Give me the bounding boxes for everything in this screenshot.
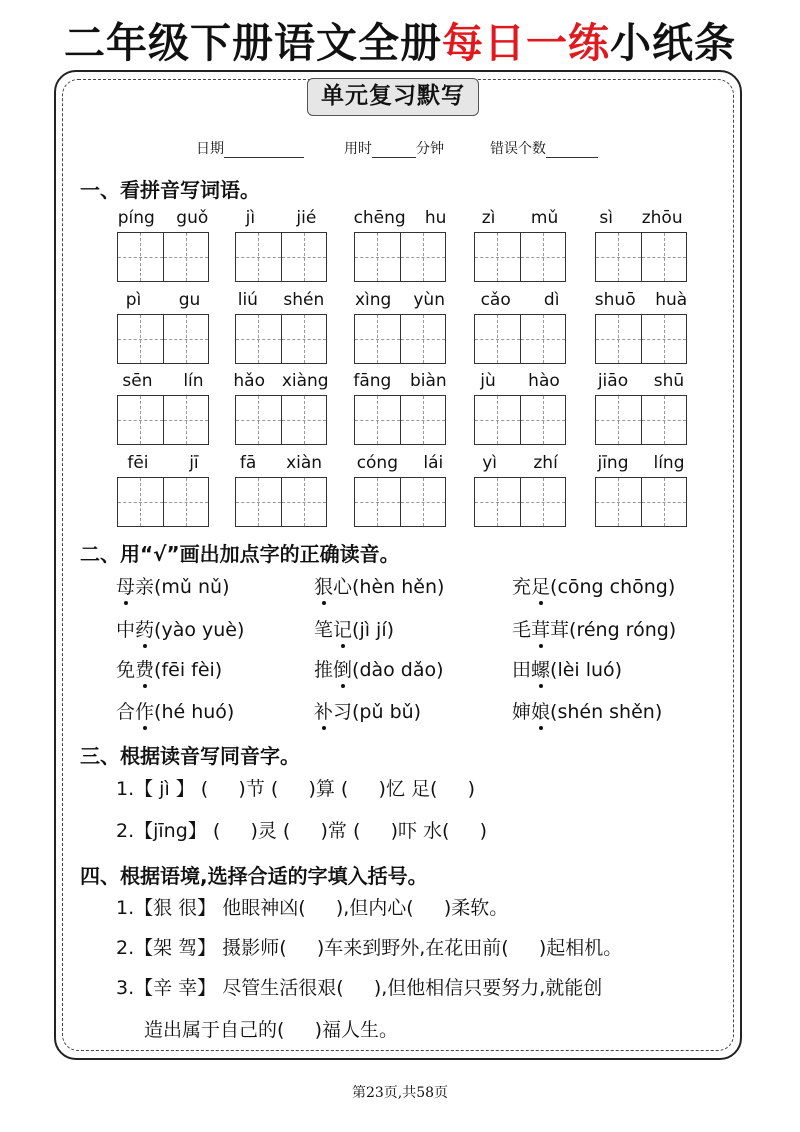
- pinyin-syllable: fāng: [353, 371, 392, 391]
- pinyin-label: [107, 453, 219, 473]
- writing-grid[interactable]: [354, 477, 446, 527]
- pronunciation-options[interactable]: (dào dǎo): [352, 659, 444, 681]
- cell-guide-horizontal: [118, 339, 163, 340]
- writing-grid[interactable]: [117, 232, 209, 282]
- character-cell[interactable]: [118, 396, 164, 444]
- pinyin-syllable: cǎo: [480, 290, 511, 310]
- error-blank[interactable]: [546, 143, 598, 158]
- pinyin-label: [585, 208, 697, 228]
- pinyin-syllable: cóng: [356, 453, 399, 473]
- pinyin-label: [464, 453, 576, 473]
- time-blank[interactable]: [372, 143, 416, 158]
- character-cell[interactable]: [596, 478, 642, 526]
- pinyin-syllable: huà: [655, 290, 688, 310]
- time-field[interactable]: [344, 138, 444, 158]
- section3-title: 三、根据读音写同音字。: [80, 744, 300, 768]
- cell-guide-horizontal: [596, 502, 641, 503]
- cell-guide-horizontal: [118, 502, 163, 503]
- character-cell[interactable]: [596, 315, 642, 363]
- pinyin-label: [585, 290, 697, 310]
- pronunciation-item[interactable]: [314, 615, 394, 642]
- dotted-character: 补: [314, 697, 333, 724]
- title-part2: 小纸条: [610, 19, 736, 67]
- time-label: 用时: [344, 141, 372, 157]
- pinyin-label: [464, 371, 576, 391]
- cell-guide-horizontal: [164, 502, 209, 503]
- character-cell[interactable]: [164, 396, 209, 444]
- writing-grid[interactable]: [117, 314, 209, 364]
- error-label: 错误个数: [490, 141, 546, 157]
- pinyin-syllable: jī: [189, 453, 199, 473]
- cell-guide-horizontal: [164, 420, 209, 421]
- character-cell[interactable]: [164, 233, 209, 281]
- pronunciation-options[interactable]: (hé huó): [154, 701, 235, 723]
- cell-guide-horizontal: [118, 257, 163, 258]
- cell-guide-horizontal: [236, 502, 281, 503]
- pinyin-syllable: sēn: [122, 371, 153, 391]
- character-cell[interactable]: [355, 478, 401, 526]
- pinyin-syllable: sì: [599, 208, 613, 228]
- writing-grid[interactable]: [595, 314, 687, 364]
- pinyin-syllable: lái: [423, 453, 444, 473]
- cell-guide-horizontal: [475, 257, 520, 258]
- pinyin-syllable: píng: [117, 208, 155, 228]
- pronunciation-item[interactable]: [512, 655, 622, 682]
- minute-label: 分钟: [416, 141, 444, 157]
- cell-guide-horizontal: [596, 339, 641, 340]
- cell-guide-horizontal: [355, 420, 400, 421]
- cell-guide-horizontal: [236, 257, 281, 258]
- pinyin-syllable: gu: [178, 290, 201, 310]
- writing-grid[interactable]: [235, 314, 327, 364]
- character-cell[interactable]: [596, 396, 642, 444]
- pronunciation-item[interactable]: [116, 655, 222, 682]
- character-cell[interactable]: [118, 478, 164, 526]
- cell-guide-horizontal: [596, 420, 641, 421]
- character-cell[interactable]: [355, 396, 401, 444]
- cell-guide-horizontal: [642, 420, 687, 421]
- cell-guide-horizontal: [521, 420, 566, 421]
- pinyin-label: [585, 371, 697, 391]
- character-cell[interactable]: [521, 396, 566, 444]
- character-cell[interactable]: [475, 396, 521, 444]
- cell-guide-horizontal: [236, 420, 281, 421]
- writing-grid[interactable]: [354, 314, 446, 364]
- title-part1: 二年级下册语文全册: [64, 19, 442, 67]
- cell-guide-horizontal: [164, 257, 209, 258]
- pronunciation-item[interactable]: [512, 572, 675, 599]
- writing-grid[interactable]: [117, 477, 209, 527]
- character-cell[interactable]: [401, 478, 446, 526]
- word-prefix: 婶: [512, 701, 532, 723]
- character-cell[interactable]: [282, 233, 327, 281]
- cell-guide-horizontal: [521, 257, 566, 258]
- pronunciation-item[interactable]: [512, 615, 676, 642]
- section4-title: 四、根据语境,选择合适的字填入括号。: [80, 864, 428, 888]
- pinyin-label: [225, 290, 337, 310]
- cell-guide-horizontal: [282, 257, 327, 258]
- cell-guide-horizontal: [355, 257, 400, 258]
- character-cell[interactable]: [236, 478, 282, 526]
- writing-grid[interactable]: [354, 232, 446, 282]
- pinyin-syllable: chēng: [353, 208, 406, 228]
- cell-guide-horizontal: [521, 502, 566, 503]
- writing-grid[interactable]: [235, 395, 327, 445]
- pinyin-label: [464, 290, 576, 310]
- writing-grid[interactable]: [235, 232, 327, 282]
- dotted-character: 茸: [531, 615, 550, 642]
- writing-grid[interactable]: [474, 314, 566, 364]
- cell-guide-horizontal: [282, 502, 327, 503]
- pronunciation-item[interactable]: [512, 697, 662, 724]
- character-cell[interactable]: [282, 315, 327, 363]
- pinyin-syllable: hu: [424, 208, 447, 228]
- section2-title: 二、用“√”画出加点字的正确读音。: [80, 542, 400, 566]
- pronunciation-item[interactable]: [314, 572, 444, 599]
- word-prefix: 中: [116, 619, 136, 641]
- pinyin-label: [585, 453, 697, 473]
- pronunciation-item[interactable]: [314, 697, 421, 724]
- character-cell[interactable]: [355, 233, 401, 281]
- writing-grid[interactable]: [117, 395, 209, 445]
- context-line-3[interactable]: 3.【辛 幸】 尽管生活很艰( ),但他相信只要努力,就能创: [116, 977, 603, 999]
- pinyin-label: [344, 290, 456, 310]
- cell-guide-horizontal: [401, 339, 446, 340]
- pinyin-syllable: jù: [480, 371, 496, 391]
- pinyin-syllable: jīng: [597, 453, 629, 473]
- cell-guide-horizontal: [642, 502, 687, 503]
- pronunciation-options[interactable]: 习(pǔ bǔ): [333, 701, 422, 723]
- context-line-1[interactable]: 1.【狠 很】 他眼神凶( ),但内心( )柔软。: [116, 897, 509, 919]
- writing-grid[interactable]: [235, 477, 327, 527]
- cell-guide-horizontal: [236, 339, 281, 340]
- dotted-character: 作: [135, 697, 154, 724]
- context-line-2[interactable]: 2.【架 驾】 摄影师( )车来到野外,在花田前( )起相机。: [116, 937, 623, 959]
- pinyin-syllable: zhí: [533, 453, 558, 473]
- error-count-field[interactable]: [490, 138, 598, 158]
- pinyin-syllable: zhōu: [641, 208, 683, 228]
- character-cell[interactable]: [282, 478, 327, 526]
- character-cell[interactable]: [642, 315, 687, 363]
- cell-guide-horizontal: [282, 339, 327, 340]
- dotted-character: 狠: [314, 572, 333, 599]
- character-cell[interactable]: [118, 315, 164, 363]
- cell-guide-horizontal: [401, 502, 446, 503]
- pinyin-syllable: xiàng: [281, 371, 329, 391]
- pinyin-syllable: líng: [653, 453, 685, 473]
- pinyin-label: [344, 453, 456, 473]
- cell-guide-horizontal: [475, 502, 520, 503]
- character-cell[interactable]: [401, 396, 446, 444]
- pinyin-syllable: xiàn: [286, 453, 323, 473]
- pinyin-label: [464, 208, 576, 228]
- pinyin-label: [225, 208, 337, 228]
- pronunciation-options[interactable]: (cōng chōng): [550, 576, 676, 598]
- cell-guide-horizontal: [355, 339, 400, 340]
- pronunciation-options[interactable]: 亲(mǔ nǔ): [135, 576, 230, 598]
- dotted-character: 母: [116, 572, 135, 599]
- date-label: 日期: [196, 141, 224, 157]
- character-cell[interactable]: [401, 233, 446, 281]
- homophone-line-1[interactable]: 1.【 jì 】 ( )节 ( )算 ( )忆 足( ): [116, 778, 476, 800]
- cell-guide-horizontal: [521, 339, 566, 340]
- pronunciation-options[interactable]: 茸(réng róng): [550, 619, 677, 641]
- pinyin-syllable: jié: [296, 208, 317, 228]
- word-prefix: 毛: [512, 619, 532, 641]
- character-cell[interactable]: [236, 233, 282, 281]
- cell-guide-horizontal: [475, 339, 520, 340]
- character-cell[interactable]: [521, 315, 566, 363]
- character-cell[interactable]: [521, 233, 566, 281]
- writing-grid[interactable]: [595, 232, 687, 282]
- cell-guide-horizontal: [282, 420, 327, 421]
- pinyin-syllable: lín: [183, 371, 204, 391]
- character-cell[interactable]: [164, 315, 209, 363]
- character-cell[interactable]: [164, 478, 209, 526]
- pronunciation-item[interactable]: [116, 615, 244, 642]
- pronunciation-options[interactable]: (jì jí): [352, 619, 395, 641]
- pronunciation-item[interactable]: [116, 697, 234, 724]
- pinyin-syllable: shén: [283, 290, 325, 310]
- date-blank[interactable]: [224, 143, 304, 158]
- character-cell[interactable]: [236, 396, 282, 444]
- word-prefix: 笔: [314, 619, 334, 641]
- dotted-character: 记: [333, 615, 352, 642]
- cell-guide-horizontal: [401, 420, 446, 421]
- cell-guide-horizontal: [642, 257, 687, 258]
- pinyin-syllable: zì: [481, 208, 496, 228]
- pinyin-label: [344, 208, 456, 228]
- pinyin-label: [107, 208, 219, 228]
- writing-grid[interactable]: [474, 477, 566, 527]
- cell-guide-horizontal: [401, 257, 446, 258]
- pinyin-label: [107, 290, 219, 310]
- word-prefix: 充: [512, 576, 532, 598]
- character-cell[interactable]: [475, 315, 521, 363]
- cell-guide-horizontal: [164, 339, 209, 340]
- section-banner: 单元复习默写: [307, 78, 479, 116]
- cell-guide-horizontal: [642, 339, 687, 340]
- pinyin-syllable: liú: [237, 290, 258, 310]
- character-cell[interactable]: [475, 233, 521, 281]
- dotted-character: 足: [531, 572, 550, 599]
- cell-guide-horizontal: [475, 420, 520, 421]
- pinyin-syllable: guǒ: [176, 208, 209, 228]
- dotted-character: 倒: [333, 655, 352, 682]
- pronunciation-options[interactable]: (lèi luó): [550, 659, 623, 681]
- cell-guide-horizontal: [118, 420, 163, 421]
- pinyin-syllable: fēi: [127, 453, 149, 473]
- page-title: [0, 10, 800, 69]
- cell-guide-horizontal: [596, 257, 641, 258]
- title-highlight: 每日一练: [442, 19, 610, 67]
- character-cell[interactable]: [475, 478, 521, 526]
- character-cell[interactable]: [642, 478, 687, 526]
- pinyin-label: [344, 371, 456, 391]
- character-cell[interactable]: [642, 396, 687, 444]
- pinyin-syllable: biàn: [409, 371, 447, 391]
- writing-grid[interactable]: [474, 395, 566, 445]
- character-cell[interactable]: [355, 315, 401, 363]
- pinyin-syllable: shū: [653, 371, 685, 391]
- writing-grid[interactable]: [354, 395, 446, 445]
- pinyin-syllable: xìng: [355, 290, 392, 310]
- dotted-character: 费: [135, 655, 154, 682]
- word-prefix: 田: [512, 659, 532, 681]
- character-cell[interactable]: [282, 396, 327, 444]
- page-number: 第23页,共58页: [351, 1085, 449, 1101]
- cell-guide-horizontal: [355, 502, 400, 503]
- character-cell[interactable]: [236, 315, 282, 363]
- pinyin-syllable: yì: [482, 453, 497, 473]
- dotted-character: 药: [135, 615, 154, 642]
- pronunciation-item[interactable]: [314, 655, 444, 682]
- pinyin-syllable: mǔ: [530, 208, 559, 228]
- dotted-character: 娘: [531, 697, 550, 724]
- context-line-4[interactable]: 造出属于自己的( )福人生。: [144, 1019, 399, 1041]
- character-cell[interactable]: [521, 478, 566, 526]
- word-prefix: 合: [116, 701, 136, 723]
- character-cell[interactable]: [642, 233, 687, 281]
- pronunciation-options[interactable]: (shén shěn): [550, 701, 663, 723]
- pinyin-syllable: pì: [125, 290, 142, 310]
- pinyin-syllable: fā: [239, 453, 257, 473]
- pinyin-syllable: yùn: [413, 290, 445, 310]
- pinyin-label: [225, 453, 337, 473]
- homophone-line-2[interactable]: 2.【jīng】 ( )灵 ( )常 ( )吓 水( ): [116, 820, 488, 842]
- date-field[interactable]: [196, 138, 304, 158]
- pinyin-syllable: shuō: [594, 290, 636, 310]
- word-prefix: 免: [116, 659, 136, 681]
- word-prefix: 推: [314, 659, 334, 681]
- section1-title: 一、看拼音写词语。: [80, 178, 260, 202]
- pronunciation-options[interactable]: (fēi fèi): [154, 659, 223, 681]
- pronunciation-options[interactable]: (yào yuè): [154, 619, 245, 641]
- writing-grid[interactable]: [595, 395, 687, 445]
- pinyin-syllable: hào: [528, 371, 560, 391]
- pinyin-syllable: jiāo: [597, 371, 629, 391]
- character-cell[interactable]: [401, 315, 446, 363]
- pinyin-syllable: hǎo: [233, 371, 265, 391]
- pinyin-label: [225, 371, 337, 391]
- pinyin-syllable: dì: [543, 290, 560, 310]
- pronunciation-options[interactable]: 心(hèn hěn): [333, 576, 445, 598]
- character-cell[interactable]: [596, 233, 642, 281]
- dotted-character: 螺: [531, 655, 550, 682]
- writing-grid[interactable]: [595, 477, 687, 527]
- writing-grid[interactable]: [474, 232, 566, 282]
- pinyin-label: [107, 371, 219, 391]
- pronunciation-item[interactable]: [116, 572, 230, 599]
- character-cell[interactable]: [118, 233, 164, 281]
- pinyin-syllable: jì: [245, 208, 256, 228]
